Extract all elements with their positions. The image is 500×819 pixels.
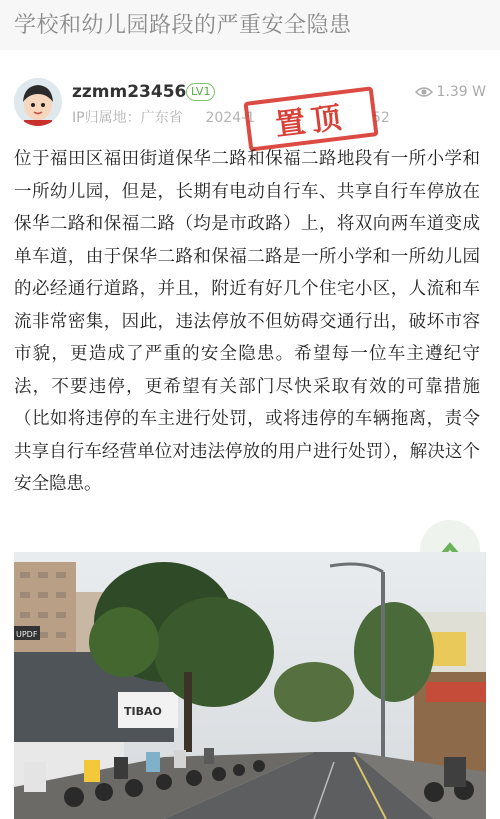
page-title: 学校和幼儿园路段的严重安全隐患 (14, 13, 352, 38)
eye-icon (415, 85, 433, 103)
view-count (415, 84, 486, 103)
street-photo[interactable] (14, 552, 486, 819)
avatar[interactable] (14, 78, 62, 126)
shop-sign: TIBAO (124, 705, 162, 718)
separator (0, 50, 500, 64)
post-time-fragment: 52 (371, 110, 390, 126)
ip-location: IP归属地：广东省 (72, 110, 183, 126)
post-date: 2024-1 (205, 110, 256, 126)
level-badge: LV1 (186, 83, 215, 101)
small-sign: UPDF (16, 630, 38, 639)
post-content: 位于福田区福田街道保华二路和保福二路地段有一所小学和一所幼儿园，但是，长期有电动自行车、共享自行车停放在保华二路和保福二路（均是市政路）上，将双向两车道变成单车道，由于保华二路和保福二路是一所小学和一所幼儿园的必经通行道路，并且，附近有好几个住宅小区，人流和车流非常密集，因此，违法停放不但妨碍交通行出，破坏市容市貌，更造成了严重的安全隐患。希望每一位车主遵纪守法，不要违停，更希望有关部门尽快采取有效的可靠措施（比如将违停的车主进行处罚，或将违停的车辆拖离，责令共享自行车经营单位对违法停放的用户进行处罚），解决这个安全隐患。 (14, 149, 480, 494)
title-bar (0, 0, 500, 50)
view-count-value: 1.39 W (436, 84, 486, 100)
pinned-stamp: 置顶 (243, 86, 378, 151)
username[interactable]: zzmm23456 (72, 82, 187, 102)
